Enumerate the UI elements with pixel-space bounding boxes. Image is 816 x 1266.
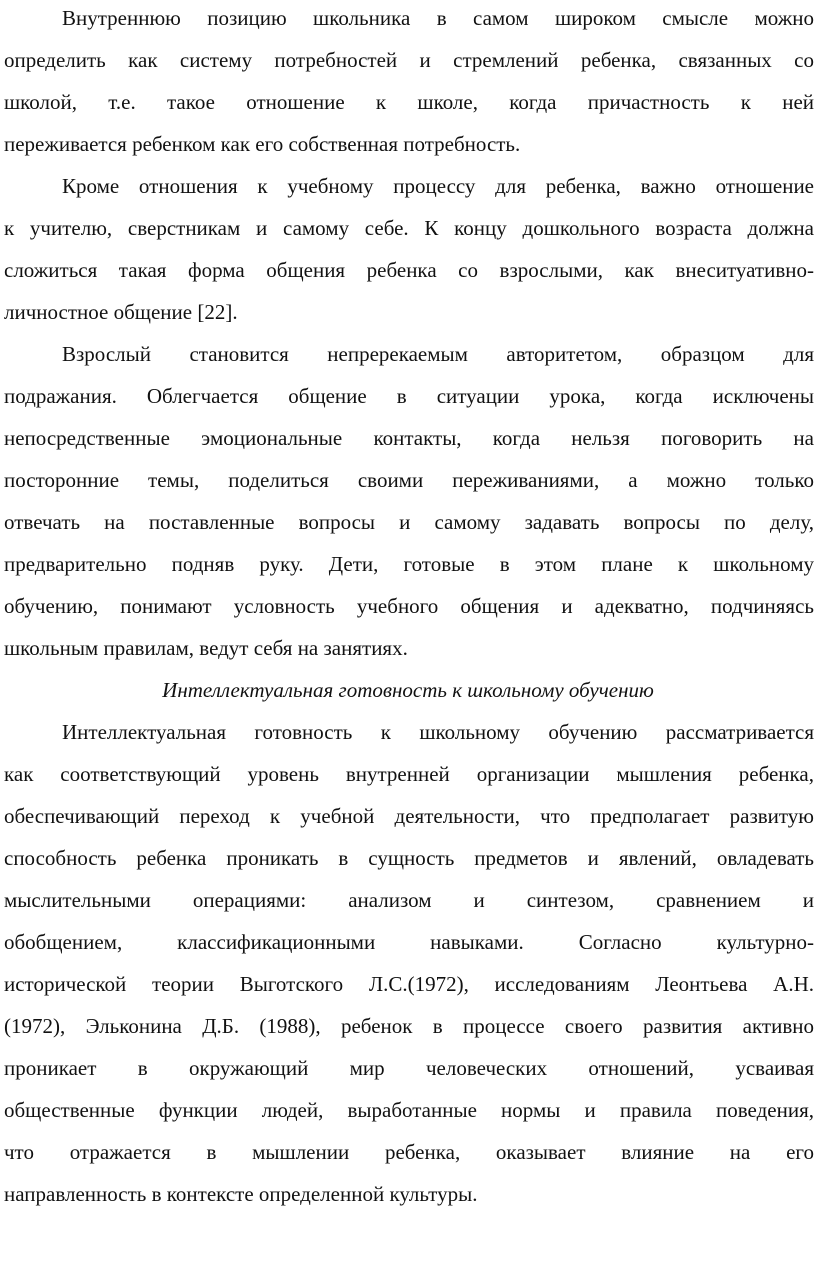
text-line: школой, т.е. такое отношение к школе, когда причастность к ней: [4, 90, 814, 114]
text-line: сложиться такая форма общения ребенка со взрослыми, как внеситуативно-: [4, 258, 814, 282]
text-line: направленность в контексте определенной культуры.: [4, 1182, 478, 1206]
text-line: Внутреннюю позицию школьника в самом широком смысле можно: [62, 6, 814, 30]
text-line: предварительно подняв руку. Дети, готовые в этом плане к школьному: [4, 552, 814, 576]
section-heading: Интеллектуальная готовность к школьному обучению: [162, 678, 654, 702]
text-line: обеспечивающий переход к учебной деятельности, что предполагает развитую: [4, 804, 814, 828]
text-line: обучению, понимают условность учебного общения и адекватно, подчиняясь: [4, 594, 814, 618]
text-line: общественные функции людей, выработанные нормы и правила поведения,: [4, 1098, 814, 1122]
text-line: переживается ребенком как его собственная потребность.: [4, 132, 521, 156]
text-line: Взрослый становится непререкаемым авторитетом, образцом для: [62, 342, 814, 366]
text-line: как соответствующий уровень внутренней организации мышления ребенка,: [4, 762, 814, 786]
text-line: к учителю, сверстникам и самому себе. К концу дошкольного возраста должна: [4, 216, 814, 240]
text-line: (1972), Эльконина Д.Б. (1988), ребенок в процессе своего развития активно: [4, 1014, 814, 1038]
text-line: подражания. Облегчается общение в ситуации урока, когда исключены: [4, 384, 814, 408]
text-line: непосредственные эмоциональные контакты, когда нельзя поговорить на: [4, 426, 814, 450]
text-line: определить как систему потребностей и стремлений ребенка, связанных со: [4, 48, 814, 72]
text-line: обобщением, классификационными навыками. Согласно культурно-: [4, 930, 814, 954]
text-line: школьным правилам, ведут себя на занятиях.: [4, 636, 408, 660]
text-line: способность ребенка проникать в сущность предметов и явлений, овладевать: [4, 846, 814, 870]
text-line: мыслительными операциями: анализом и синтезом, сравнением и: [4, 888, 814, 912]
text-line: что отражается в мышлении ребенка, оказывает влияние на его: [4, 1140, 814, 1164]
text-line: исторической теории Выготского Л.С.(1972), исследованиям Леонтьева А.Н.: [4, 972, 814, 996]
text-line: проникает в окружающий мир человеческих отношений, усваивая: [4, 1056, 814, 1080]
text-line: отвечать на поставленные вопросы и самому задавать вопросы по делу,: [4, 510, 814, 534]
text-line: Интеллектуальная готовность к школьному обучению рассматривается: [62, 720, 814, 744]
text-line: личностное общение [22].: [4, 300, 238, 324]
text-line: Кроме отношения к учебному процессу для ребенка, важно отношение: [62, 174, 814, 198]
text-line: посторонние темы, поделиться своими переживаниями, а можно только: [4, 468, 814, 492]
